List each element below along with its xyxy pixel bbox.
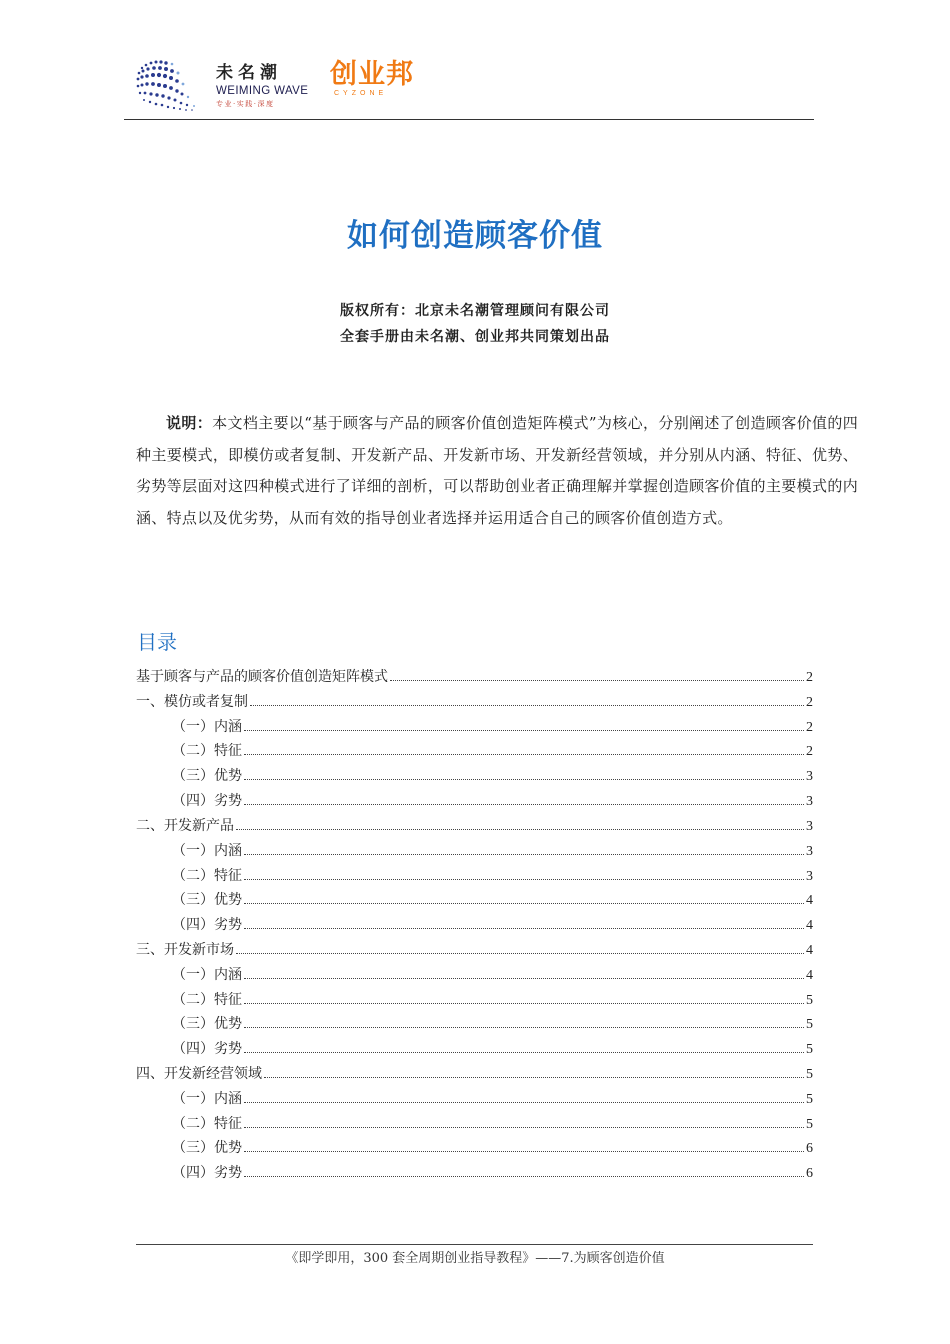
toc-entry[interactable] [136, 1013, 813, 1038]
toc-entry-label: （一）内涵 [172, 1090, 242, 1107]
toc-leader-dots [244, 1003, 804, 1004]
table-of-contents [136, 666, 813, 1187]
toc-entry-label: （四）劣势 [172, 917, 242, 934]
toc-entry[interactable] [136, 1137, 813, 1162]
intro-paragraph [136, 408, 858, 534]
toc-entry[interactable] [136, 939, 813, 964]
toc-entry-page: 5 [806, 1017, 813, 1033]
toc-leader-dots [244, 1052, 804, 1053]
toc-entry-page: 4 [806, 942, 813, 958]
toc-entry[interactable] [136, 691, 813, 716]
toc-entry[interactable] [136, 865, 813, 890]
toc-entry-label: （二）特征 [172, 1115, 242, 1132]
toc-entry-label: 一、模仿或者复制 [136, 693, 248, 710]
toc-leader-dots [236, 829, 804, 830]
header-divider [124, 119, 814, 120]
toc-leader-dots [244, 879, 804, 880]
footer-divider [136, 1244, 813, 1245]
toc-leader-dots [236, 953, 804, 954]
weiming-slogan: 专业·实践·深度 [216, 100, 275, 108]
toc-leader-dots [244, 779, 804, 780]
toc-leader-dots [244, 928, 804, 929]
toc-leader-dots [244, 978, 804, 979]
intro-lead: 说明： [166, 414, 213, 432]
toc-entry-page: 2 [806, 694, 813, 710]
toc-entry-label: （二）特征 [172, 867, 242, 884]
toc-entry-page: 3 [806, 769, 813, 785]
document-title: 如何创造顾客价值 [347, 218, 603, 254]
toc-leader-dots [244, 1151, 804, 1152]
toc-leader-dots [264, 1077, 804, 1078]
weiming-wave-logo-icon [132, 56, 214, 114]
toc-entry-label: 三、开发新市场 [136, 941, 234, 958]
toc-entry-page: 6 [806, 1166, 813, 1182]
cyzone-cn-name: 创业邦 [330, 59, 414, 90]
footer-text: 《即学即用，300 套全周期创业指导教程》——7.为顾客创造价值 [285, 1251, 665, 1266]
toc-entry-label: （二）特征 [172, 743, 242, 760]
toc-entry[interactable] [136, 765, 813, 790]
toc-entry[interactable] [136, 1113, 813, 1138]
intro-body: 本文档主要以“基于顾客与产品的顾客价值创造矩阵模式”为核心，分别阐述了创造顾客价值的四种主要模式，即模仿或者复制、开发新产品、开发新市场、开发新经营领域，并分别从内涵、特征、优势、劣势等层面对这四种模式进行了详细的剖析，可以帮助创业者正确理解并掌握创造顾客价值的主要模式的内涵、特点以及优劣势，从而有效的指导创业者选择并运用适合自己的顾客价值创造方式。 [136, 414, 858, 527]
toc-entry-label: 基于顾客与产品的顾客价值创造矩阵模式 [136, 669, 388, 685]
toc-entry[interactable] [136, 666, 813, 691]
toc-leader-dots [244, 854, 804, 855]
toc-entry[interactable] [136, 989, 813, 1014]
toc-entry-label: （四）劣势 [172, 1165, 242, 1182]
toc-entry-label: （二）特征 [172, 991, 242, 1008]
toc-entry[interactable] [136, 964, 813, 989]
toc-entry-label: （三）优势 [172, 1016, 242, 1033]
toc-entry-page: 3 [806, 843, 813, 859]
toc-entry-page: 6 [806, 1141, 813, 1157]
toc-entry-page: 5 [806, 1067, 813, 1082]
toc-entry-page: 3 [806, 794, 813, 810]
toc-entry-label: 四、开发新经营领域 [136, 1066, 262, 1082]
toc-entry-label: （一）内涵 [172, 966, 242, 983]
toc-entry-label: （四）劣势 [172, 1041, 242, 1058]
toc-entry[interactable] [136, 716, 813, 741]
toc-entry-page: 5 [806, 1042, 813, 1058]
toc-entry-page: 2 [806, 719, 813, 735]
toc-leader-dots [244, 1027, 804, 1028]
toc-entry[interactable] [136, 1162, 813, 1187]
toc-entry[interactable] [136, 889, 813, 914]
toc-leader-dots [244, 1127, 804, 1128]
toc-entry-page: 3 [806, 868, 813, 884]
toc-entry[interactable] [136, 1038, 813, 1063]
toc-entry[interactable] [136, 740, 813, 765]
cyzone-en-name: CYZONE [334, 90, 388, 97]
copyright-block [0, 298, 950, 350]
toc-entry-label: （一）内涵 [172, 842, 242, 859]
toc-leader-dots [244, 730, 804, 731]
toc-entry-page: 5 [806, 1116, 813, 1132]
toc-entry[interactable] [136, 1063, 813, 1088]
toc-entry-label: （三）优势 [172, 892, 242, 909]
toc-entry-page: 2 [806, 744, 813, 760]
toc-entry-page: 5 [806, 992, 813, 1008]
toc-entry-page: 4 [806, 893, 813, 909]
copyright-line: 版权所有：北京未名潮管理顾问有限公司 [340, 303, 610, 319]
toc-heading: 目录 [137, 630, 177, 654]
weiming-cn-name: 未名潮 [216, 63, 282, 83]
toc-entry[interactable] [136, 914, 813, 939]
cyzone-logo [330, 60, 414, 97]
toc-entry-label: 二、开发新产品 [136, 817, 234, 834]
toc-entry[interactable] [136, 815, 813, 840]
toc-entry[interactable] [136, 840, 813, 865]
copyright-line: 全套手册由未名潮、创业邦共同策划出品 [340, 329, 610, 345]
toc-entry-page: 5 [806, 1091, 813, 1107]
toc-entry[interactable] [136, 1088, 813, 1113]
toc-entry-label: （一）内涵 [172, 718, 242, 735]
toc-entry-page: 3 [806, 818, 813, 834]
toc-entry-page: 4 [806, 918, 813, 934]
header-logos [132, 52, 452, 118]
toc-leader-dots [250, 705, 804, 706]
toc-entry-label: （四）劣势 [172, 793, 242, 810]
toc-entry-label: （三）优势 [172, 768, 242, 785]
toc-entry-page: 2 [806, 670, 813, 685]
toc-leader-dots [244, 804, 804, 805]
toc-leader-dots [244, 903, 804, 904]
weiming-wave-wordmark [216, 58, 308, 109]
toc-entry[interactable] [136, 790, 813, 815]
toc-leader-dots [244, 1102, 804, 1103]
weiming-en-name: WEIMING WAVE [216, 85, 309, 97]
toc-leader-dots [244, 1176, 804, 1177]
toc-leader-dots [244, 754, 804, 755]
toc-entry-label: （三）优势 [172, 1140, 242, 1157]
toc-entry-page: 4 [806, 967, 813, 983]
toc-leader-dots [390, 680, 804, 681]
